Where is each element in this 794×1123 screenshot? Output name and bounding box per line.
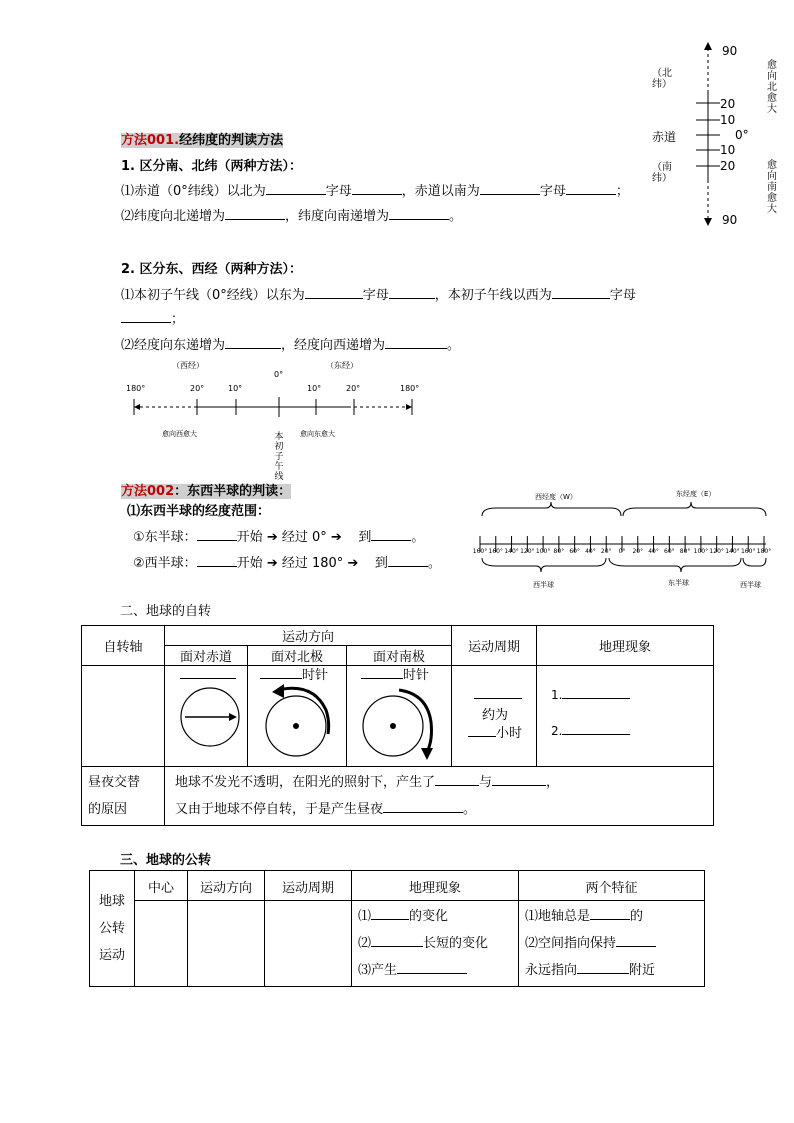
south-increase-vertical: 愈向南愈大 (767, 160, 777, 215)
revolution-heading: 三、地球的公转 (120, 853, 212, 868)
lat-zero-label: 0° (735, 128, 749, 142)
hemi-tick-label: 80° (553, 548, 565, 555)
answer-blank[interactable] (180, 678, 236, 679)
section-2-title: 2. 区分东、西经（两种方法）： (121, 262, 303, 277)
col-phen-header: 地理现象 (537, 626, 714, 666)
lat-bottom-label: 90 (722, 213, 738, 227)
hemi-tick-label: 180° (756, 548, 772, 555)
lat-equator-label: 赤道 (652, 130, 677, 144)
col-period-header: 运动周期 (265, 871, 352, 901)
west-hemisphere-line: ②西半球： 开始 ➔ 经过 180° ➔ 到 。 (133, 556, 441, 571)
hemi-tick-label: 100° (535, 548, 551, 555)
hemi-tick-label: 80° (679, 548, 691, 555)
hemisphere-tick-labels (472, 548, 776, 558)
lat-tick-n10: 10 (720, 113, 736, 127)
lat-line-2: ⑵纬度向北递增为 ，纬度向南递增为 。 (121, 209, 463, 224)
col-direction-header: 运动方向 (165, 626, 452, 646)
phen-cell: ⑴ 的变化 ⑵ 长短的变化 ⑶产生 (352, 901, 519, 987)
lon-tick-label: 10° (228, 384, 243, 393)
lon-line-1: ⑴本初子午线（0°经线）以东为 字母 ，本初子午线以西为 字母 (121, 288, 636, 303)
east-increase-label: 愈向东愈大 (300, 430, 335, 438)
col-phen-header: 地理现象 (352, 871, 519, 901)
prime-meridian-vertical: 本初子午线 (274, 432, 284, 482)
phen-2: 2. (551, 722, 630, 738)
lat-line-1: ⑴赤道（0°纬线）以北为 字母 ，赤道以南为 字母 ； (121, 184, 629, 199)
period-cell (265, 901, 352, 987)
method-002-heading: 方法002：东西半球的判读： (121, 484, 292, 499)
revolution-table (89, 870, 705, 987)
period-about: 约为 (482, 708, 509, 723)
hemi-tick-label: 120° (520, 548, 535, 555)
hemi-tick-label: 100° (693, 548, 709, 555)
arrow-right-icon: ➔ (347, 556, 359, 571)
reason-label-cell: 昼夜交替 的原因 (82, 767, 165, 826)
answer-blank[interactable] (474, 698, 522, 699)
reason-content-cell: 地球不发光不透明，在阳光的照射下，产生了 与 ， 又由于地球不停自转，于是产生昼夜 。 (165, 767, 714, 826)
rotation-table (81, 625, 714, 826)
hemi-tick-label: 160° (488, 548, 503, 555)
arrow-right-icon: ➔ (266, 556, 278, 571)
north-lat-vertical: （北纬） (652, 68, 672, 90)
arrow-right-icon: ➔ (266, 530, 278, 545)
east-hemisphere-line: ①东半球： 开始 ➔ 经过 0° ➔ 到 。 (133, 530, 425, 545)
south-lat-vertical: （南纬） (652, 162, 672, 184)
center-cell (135, 901, 188, 987)
rotation-heading: 二、地球的自转 (120, 604, 212, 619)
lon-tick-label: 180° (126, 384, 146, 393)
west-lon-label: （西经） (172, 361, 204, 370)
hemi-tick-label: 20° (600, 548, 612, 555)
earth-south-pole-diagram (357, 682, 439, 764)
lon-tick-label: 20° (346, 384, 361, 393)
hemi-tick-label: 120° (709, 548, 724, 555)
south-pole-view-cell (347, 666, 452, 767)
lat-tick-s10: 10 (720, 143, 736, 157)
revolution-row-label: 地球 公转 运动 (90, 871, 135, 987)
hemi-tick-label: 0° (618, 548, 626, 555)
lat-tick-s20: 20 (720, 159, 736, 173)
lon-line-2: ； (121, 308, 184, 327)
features-cell: ⑴地轴总是 的 ⑵空间指向保持 永远指向 附近 (519, 901, 705, 987)
col-features-header: 两个特征 (519, 871, 705, 901)
hemi-tick-label: 40° (585, 548, 596, 555)
phen-1: 1. (551, 686, 630, 702)
section-1-title: 1. 区分南、北纬（两种方法）： (121, 159, 303, 174)
north-increase-vertical: 愈向北愈大 (767, 60, 777, 115)
earth-equator-diagram (179, 686, 241, 748)
longitude-scale-diagram (126, 395, 426, 419)
north-clock-label: 时针 (260, 664, 328, 683)
east-hemisphere-label: 东半球 (668, 579, 689, 587)
hemi-tick-label: 140° (504, 548, 519, 555)
lon-tick-label: 0° (274, 370, 284, 379)
direction-cell (188, 901, 265, 987)
period-hours: 小时 (468, 722, 522, 741)
lat-top-label: 90 (722, 44, 738, 58)
west-increase-label: 愈向西愈大 (162, 430, 197, 438)
hemi-tick-label: 160° (472, 548, 488, 555)
hemi-tick-label: 40° (648, 548, 659, 555)
sub-south-header: 面对南极 (347, 646, 452, 666)
lat-tick-n20: 20 (720, 97, 736, 111)
equator-view-cell (165, 666, 248, 767)
latitude-scale-diagram (690, 40, 730, 230)
hemi-tick-label: 140° (725, 548, 740, 555)
east-longitude-label: 东经度（E） (676, 490, 716, 498)
west-hemisphere-label: 西半球 (533, 581, 554, 589)
lon-tick-label: 180° (400, 384, 420, 393)
hemi-tick-label: 60° (664, 548, 675, 555)
hemi-tick-label: 60° (569, 548, 580, 555)
lon-tick-label: 10° (307, 384, 322, 393)
lon-tick-label: 20° (190, 384, 205, 393)
south-clock-label: 时针 (361, 664, 429, 683)
col-direction-header: 运动方向 (188, 871, 265, 901)
hemisphere-range-subtitle: ⑴东西半球的经度范围： (127, 504, 271, 519)
arrow-right-icon: ➔ (330, 530, 342, 545)
north-pole-view-cell (248, 666, 347, 767)
lon-line-3: ⑵经度向东递增为 ，经度向西递增为 。 (121, 338, 461, 353)
method-001-heading: 方法001.经纬度的判读方法 (121, 133, 284, 148)
hemisphere-scale-diagram (476, 496, 776, 580)
col-period-header: 运动周期 (452, 626, 537, 666)
earth-north-pole-diagram (258, 682, 338, 764)
phenomena-cell (537, 666, 714, 767)
west-hemisphere-label-2: 西半球 (740, 581, 761, 589)
sub-north-header: 面对北极 (248, 646, 347, 666)
axis-cell (82, 666, 165, 767)
col-axis-header: 自转轴 (82, 626, 165, 666)
sub-equator-header: 面对赤道 (165, 646, 248, 666)
hemi-tick-label: 160° (740, 548, 756, 555)
west-longitude-label: 西经度（W） (535, 493, 577, 501)
col-center-header: 中心 (135, 871, 188, 901)
hemi-tick-label: 20° (632, 548, 644, 555)
period-cell (452, 666, 537, 767)
east-lon-label: （东经） (326, 361, 358, 370)
